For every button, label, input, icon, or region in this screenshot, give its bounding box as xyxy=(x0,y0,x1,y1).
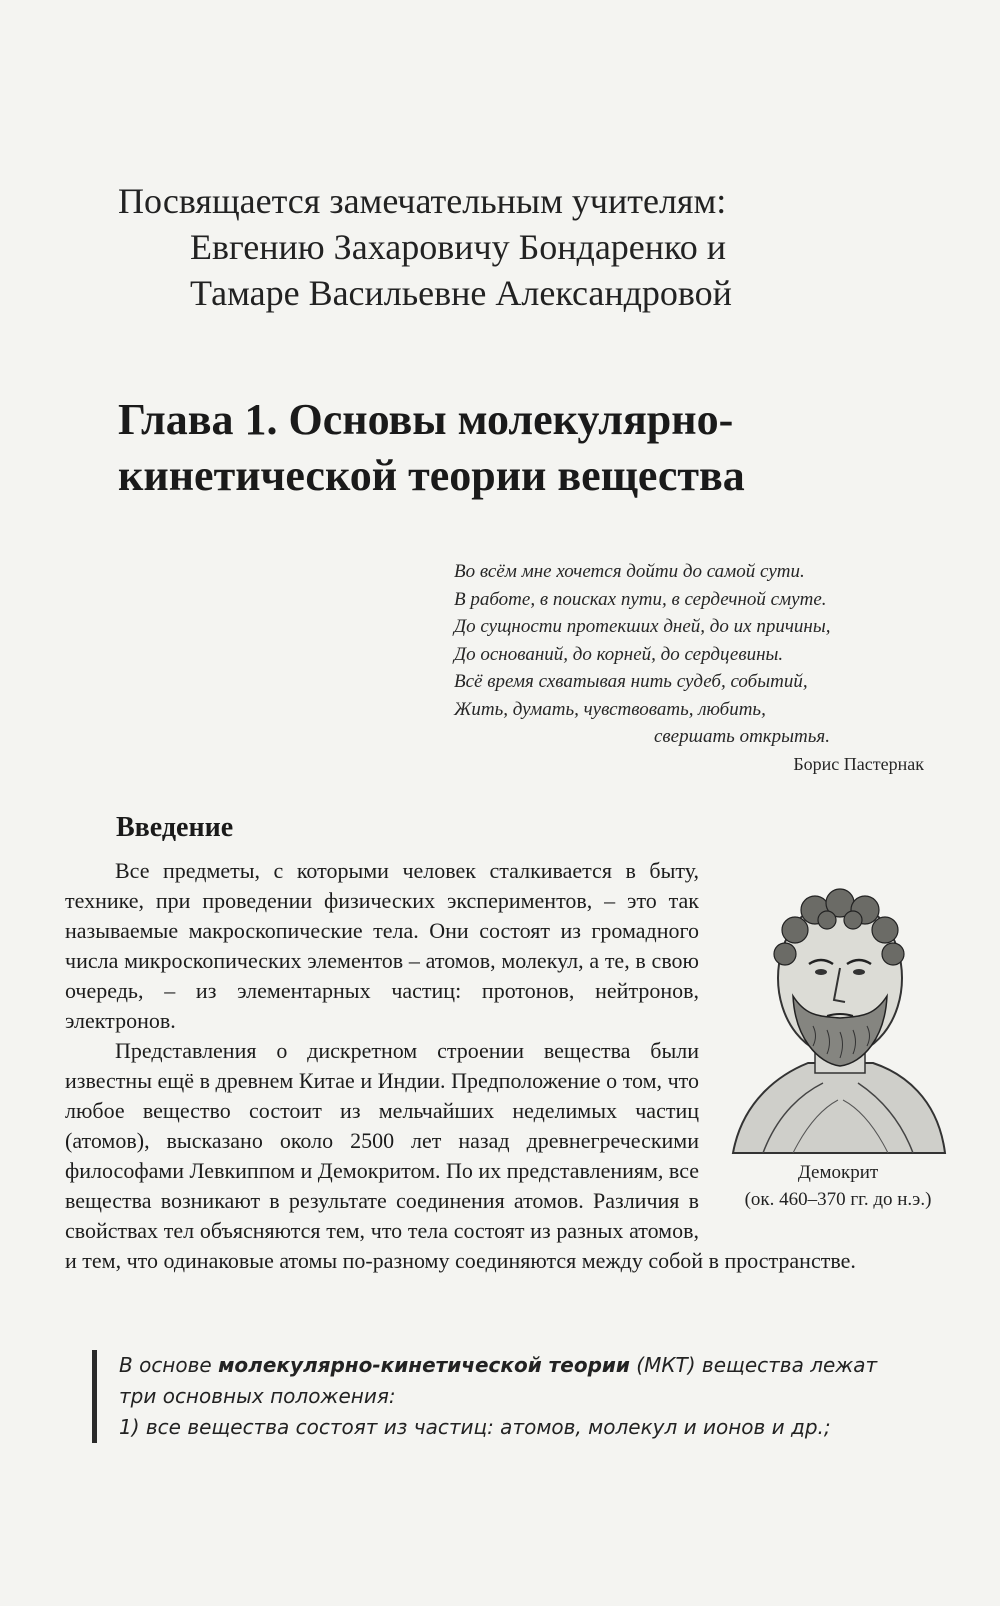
section-heading: Введение xyxy=(116,812,234,843)
chapter-title-line-1: Глава 1. Основы молекулярно- xyxy=(118,395,734,444)
intro-text xyxy=(65,856,963,1276)
key-points-line-2: три основных положения: xyxy=(119,1384,396,1408)
epigraph-line: В работе, в поисках пути, в сердечной смуте. xyxy=(454,588,827,610)
key-points-prefix: В основе xyxy=(119,1353,219,1377)
epigraph-line: Во всём мне хочется дойти до самой сути. xyxy=(454,561,805,582)
dedication xyxy=(118,178,732,316)
chapter-title-line-2: кинетической теории вещества xyxy=(118,451,745,500)
key-points-box xyxy=(92,1350,959,1443)
key-points-item-1: 1) все вещества состоят из частиц: атомов, молекул и ионов и др.; xyxy=(119,1415,831,1439)
portrait-caption-dates: (ок. 460–370 гг. до н.э.) xyxy=(744,1189,932,1210)
key-points-line-1 xyxy=(119,1350,959,1381)
intro-paragraph-2: Представления о дискретном строении вещества были известны ещё в древнем Китае и Индии. Предположение о том, что любое вещество состоит из мельчайших неделимых частиц (атомов), высказано около 2500 лет назад древнегреческими философами Левкиппом и Демокритом. По их представлениям, все вещества возникают в результате соединения атомов. Различия в свойствах тел объясняются тем, что тела состоят из разных атомов, и тем, что одинаковые атомы по-разному соединяются между собой в пространстве. xyxy=(65,1038,856,1273)
portrait-caption-name: Демокрит xyxy=(797,1162,879,1183)
epigraph-line: До оснований, до корней, до сердцевины. xyxy=(454,643,784,665)
epigraph-line: свершать открытья. xyxy=(654,726,831,747)
key-points-term: молекулярно-кинетической теории xyxy=(218,1353,630,1377)
epigraph-line: Жить, думать, чувствовать, любить, xyxy=(454,698,766,720)
chapter-title xyxy=(118,392,745,504)
epigraph xyxy=(454,558,934,778)
epigraph-author: Борис Пастернак xyxy=(793,753,924,774)
epigraph-line: Всё время схватывая нить судеб, событий, xyxy=(454,671,808,692)
intro-paragraph-1: Все предметы, с которыми человек сталкивается в быту, технике, при проведении физических экспериментов, – это так называемые макроскопические тела. Они состоят из громадного числа микроскопических элементов – атомов, молекул, а те, в свою очередь, – из элементарных частиц: протонов, нейтронов, электронов. xyxy=(65,858,699,1033)
epigraph-line: До сущности протекших дней, до их причины, xyxy=(454,616,831,637)
dedication-line-2: Евгению Захаровичу Бондаренко и xyxy=(190,227,726,267)
democritus-portrait xyxy=(713,868,963,1208)
dedication-line-1: Посвящается замечательным учителям: xyxy=(118,181,727,221)
dedication-line-3: Тамаре Васильевне Александровой xyxy=(190,273,732,313)
democritus-bust-image xyxy=(723,868,953,1158)
key-points-suffix: (МКТ) вещества лежат xyxy=(629,1353,878,1377)
